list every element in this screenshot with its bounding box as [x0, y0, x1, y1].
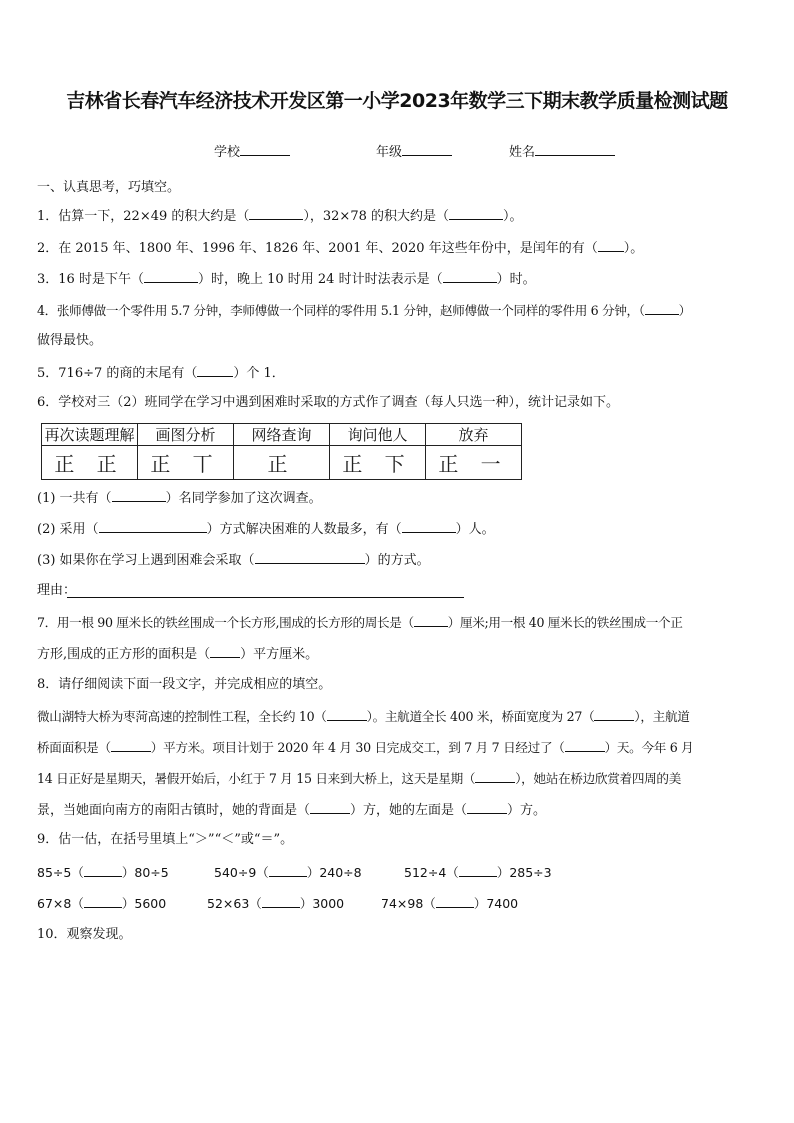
name-label: 姓名	[509, 145, 536, 160]
q1-blank-2	[449, 207, 503, 220]
question-4-line-2: 做得最快。	[37, 333, 103, 348]
q8-l4-text-b: ）方，她的左面是（	[350, 803, 468, 818]
q5-text-b: ）个 1．	[233, 366, 285, 381]
q1-text-b: ），32×78 的积大约是（	[303, 209, 449, 224]
q2-blank-1	[598, 239, 624, 252]
question-8-line-3	[37, 770, 681, 787]
q8-blank-7	[467, 801, 507, 814]
compare-left: 85÷5	[37, 865, 72, 880]
name-blank	[535, 142, 615, 156]
compare-right: 285÷3	[509, 865, 552, 880]
q7-text-a: 7．用一根 90 厘米长的铁丝围成一个长方形,围成的长方形的周长是（	[37, 615, 414, 630]
question-1	[37, 207, 523, 225]
question-6-intro: 6．学校对三（2）班同学在学习中遇到困难时采取的方式作了调查（每人只选一种），统计记录如下。	[37, 395, 620, 410]
school-field	[214, 141, 290, 160]
school-blank	[240, 142, 290, 156]
compare-item: 67×8（ ）5600	[37, 896, 167, 911]
question-8-line-1	[37, 708, 690, 725]
q7-blank-2	[210, 645, 240, 658]
compare-left: 67×8	[37, 896, 72, 911]
compare-right: 240÷8	[319, 865, 362, 880]
compare-left: 540÷9	[214, 865, 257, 880]
q1-text-c: ）。	[503, 209, 523, 224]
grade-field	[376, 141, 452, 160]
compare-left: 512÷4	[404, 865, 447, 880]
q8-blank-3	[111, 739, 151, 752]
reason-label: 理由：	[37, 583, 77, 598]
compare-item: 85÷5（ ）80÷5	[37, 865, 169, 880]
question-8-intro: 8．请仔细阅读下面一段文字，并完成相应的填空。	[37, 677, 332, 692]
survey-tally-cell: 正 一	[426, 446, 522, 480]
q6-sub2-text-b: ）方式解决困难的人数最多，有（	[206, 522, 402, 537]
q8-l3-text-a: 14 日正好是星期天，暑假开始后，小红于 7 月 15 日来到大桥上，这天是星期（	[37, 771, 476, 786]
q3-text-a: 3．16 时是下午（	[37, 272, 144, 287]
q8-blank-6	[310, 801, 350, 814]
q2-text-b: ）。	[623, 241, 644, 256]
question-2	[37, 239, 643, 257]
compare-left: 74×98	[381, 896, 424, 911]
compare-blank	[436, 895, 474, 908]
q7-text-b: ）厘米;用一根 40 厘米长的铁丝围成一个正	[447, 615, 683, 630]
q3-blank-1	[144, 270, 198, 283]
q1-text-a: 1．估算一下，22×49 的积大约是（	[37, 209, 250, 224]
q6-sub2-blank-2	[402, 520, 456, 533]
survey-tally-cell: 正 下	[330, 446, 426, 480]
q4-text-b: ）	[678, 303, 691, 318]
q4-blank-1	[645, 302, 679, 315]
survey-tally-row	[42, 446, 522, 480]
q1-blank-1	[249, 207, 303, 220]
q8-l1-text-b: ）。主航道全长 400 米，桥面宽度为 27（	[366, 709, 595, 724]
q6-sub1-blank	[112, 489, 166, 502]
compare-right: 7400	[486, 896, 519, 911]
q8-l3-text-b: ），她站在桥边欣赏着四周的美	[515, 771, 682, 786]
compare-blank	[459, 864, 497, 877]
q7-text-c: 方形,围成的正方形的面积是（	[37, 647, 211, 662]
q3-blank-2	[443, 270, 497, 283]
compare-left: 52×63	[207, 896, 250, 911]
survey-header-cell: 再次读题理解	[42, 424, 138, 446]
question-6-sub-2	[37, 520, 495, 538]
q5-text-a: 5．716÷7 的商的末尾有（	[37, 366, 198, 381]
q8-l2-text-a: 桥面面积是（	[37, 740, 111, 755]
q6-sub3-text-a: (3) 如果你在学习上遇到困难会采取（	[37, 553, 255, 568]
question-7-line-1	[37, 614, 682, 631]
q3-text-c: ）时。	[496, 272, 536, 287]
grade-blank	[402, 142, 452, 156]
question-8-line-2	[37, 739, 693, 756]
compare-right: 5600	[134, 896, 167, 911]
name-field	[509, 141, 615, 160]
compare-blank	[262, 895, 300, 908]
survey-header-cell: 画图分析	[138, 424, 234, 446]
compare-blank	[84, 895, 122, 908]
q8-l2-text-c: ）天。今年 6 月	[604, 740, 694, 755]
question-8-line-4	[37, 801, 546, 819]
q8-blank-4	[565, 739, 605, 752]
question-6-sub-1	[37, 489, 322, 507]
survey-header-row	[42, 424, 522, 446]
compare-blank	[269, 864, 307, 877]
q6-sub2-text-a: (2) 采用（	[37, 522, 99, 537]
survey-tally-cell: 正	[234, 446, 330, 480]
question-9-intro: 9．估一估，在括号里填上“＞”“＜”或“＝”。	[37, 832, 294, 847]
q6-sub2-text-c: ）人。	[455, 522, 495, 537]
compare-item: 74×98（ ）7400	[381, 896, 519, 911]
compare-right: 3000	[312, 896, 345, 911]
compare-blank	[84, 864, 122, 877]
survey-header-cell: 网络查询	[234, 424, 330, 446]
question-6-sub-3	[37, 551, 430, 569]
q8-l4-text-a: 景，当她面向南方的南阳古镇时，她的背面是（	[37, 803, 311, 818]
compare-item: 540÷9（ ）240÷8	[214, 865, 362, 880]
q8-l4-text-c: ）方。	[507, 803, 547, 818]
survey-header-cell: 询问他人	[330, 424, 426, 446]
compare-item: 512÷4（ ）285÷3	[404, 865, 552, 880]
question-7-line-2	[37, 645, 318, 663]
question-5	[37, 364, 285, 382]
q8-blank-5	[475, 770, 515, 783]
q8-l1-text-a: 微山湖特大桥为枣菏高速的控制性工程，全长约 10（	[37, 709, 327, 724]
grade-label: 年级	[376, 145, 403, 160]
question-4-line-1	[37, 302, 691, 319]
survey-header-cell: 放弃	[426, 424, 522, 446]
q8-blank-2	[594, 708, 634, 721]
survey-table	[41, 423, 522, 480]
q8-l2-text-b: ）平方米。项目计划于 2020 年 4 月 30 日完成交工，到 7 月 7 日经过了（	[150, 740, 565, 755]
q8-blank-1	[327, 708, 367, 721]
page-title: 吉林省长春汽车经济技术开发区第一小学2023年数学三下期末教学质量检测试题	[66, 90, 728, 112]
survey-tally-cell: 正 正	[42, 446, 138, 480]
q7-blank-1	[414, 614, 448, 627]
question-10: 10．观察发现。	[37, 927, 132, 942]
q5-blank-1	[197, 364, 233, 377]
q6-sub1-text-a: (1) 一共有（	[37, 491, 112, 506]
q4-text-a: 4．张师傅做一个零件用 5.7 分钟，李师傅做一个同样的零件用 5.1 分钟，赵师傅做一个同样的零件用 6 分钟，（	[37, 303, 645, 318]
q6-sub2-blank-1	[99, 520, 207, 533]
reason-answer-line	[67, 597, 464, 598]
section1-heading: 一、认真思考，巧填空。	[37, 180, 181, 195]
q6-sub1-text-b: ）名同学参加了这次调查。	[165, 491, 322, 506]
q7-text-d: ）平方厘米。	[240, 647, 319, 662]
q8-l1-text-c: ），主航道	[634, 709, 690, 724]
q6-sub3-blank	[255, 551, 365, 564]
compare-item: 52×63（ ）3000	[207, 896, 345, 911]
compare-right: 80÷5	[134, 865, 169, 880]
q6-sub3-text-b: ）的方式。	[364, 553, 430, 568]
q2-text-a: 2．在 2015 年、1800 年、1996 年、1826 年、2001 年、2020 年这些年份中，是闰年的有（	[37, 241, 598, 256]
school-label: 学校	[214, 145, 241, 160]
question-3	[37, 270, 536, 288]
survey-tally-cell: 正 丅	[138, 446, 234, 480]
q3-text-b: ）时，晚上 10 时用 24 时计时法表示是（	[197, 272, 443, 287]
